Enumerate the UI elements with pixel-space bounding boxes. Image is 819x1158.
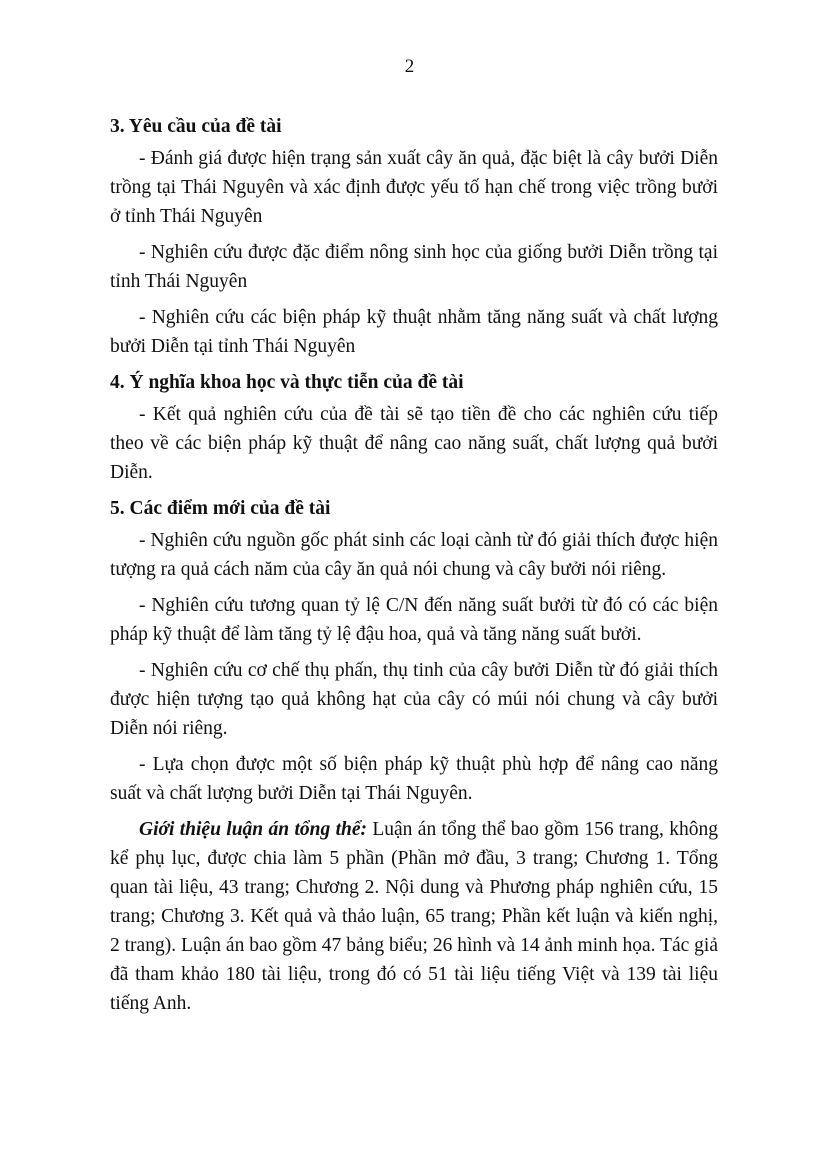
- overview-lead: Giới thiệu luận án tổng thể:: [139, 819, 367, 840]
- paragraph: - Đánh giá được hiện trạng sản xuất cây ăn quả, đặc biệt là cây bưởi Diễn trồng tại Thái Nguyên và xác định được yếu tố hạn chế trong việc trồng bưởi ở tỉnh Thái Nguyên: [110, 148, 718, 227]
- paragraph: - Nghiên cứu tương quan tỷ lệ C/N đến năng suất bưởi từ đó có các biện pháp kỹ thuật để làm tăng tỷ lệ đậu hoa, quả và tăng năng suất bưởi.: [110, 595, 718, 645]
- section-significance: [110, 368, 718, 487]
- overview-text: Luận án tổng thể bao gồm 156 trang, không kể phụ lục, được chia làm 5 phần (Phần mở đầu, 3 trang; Chương 1. Tổng quan tài liệu, 43 trang; Chương 2. Nội dung và Phương pháp nghiên cứu, 15 trang; Chương 3. Kết quả và thảo luận, 65 trang; Phần kết luận và kiến nghị, 2 trang). Luận án bao gồm 47 bảng biểu; 26 hình và 14 ảnh minh họa. Tác giả đã tham khảo 180 tài liệu, trong đó có 51 tài liệu tiếng Việt và 139 tài liệu tiếng Anh.: [110, 819, 718, 1014]
- paragraph: - Kết quả nghiên cứu của đề tài sẽ tạo tiền đề cho các nghiên cứu tiếp theo về các biện pháp kỹ thuật để nâng cao năng suất, chất lượng quả bưởi Diễn.: [110, 404, 718, 483]
- section-new-points: [110, 494, 718, 808]
- paragraph: - Nghiên cứu các biện pháp kỹ thuật nhằm tăng năng suất và chất lượng bưởi Diễn tại tỉnh Thái Nguyên: [110, 307, 718, 357]
- thesis-overview-paragraph: [110, 815, 718, 1018]
- paragraph: - Nghiên cứu cơ chế thụ phấn, thụ tinh của cây bưởi Diễn từ đó giải thích được hiện tượng tạo quả không hạt của cây có múi nói chung và cây bưởi Diễn nói riêng.: [110, 660, 718, 739]
- paragraph: - Lựa chọn được một số biện pháp kỹ thuật phù hợp để nâng cao năng suất và chất lượng bưởi Diễn tại Thái Nguyên.: [110, 754, 718, 804]
- section-heading: 3. Yêu cầu của đề tài: [110, 116, 282, 137]
- section-heading: 5. Các điểm mới của đề tài: [110, 498, 331, 519]
- section-heading: 4. Ý nghĩa khoa học và thực tiễn của đề tài: [110, 372, 464, 393]
- section-requirements: [110, 112, 718, 361]
- paragraph: - Nghiên cứu được đặc điểm nông sinh học của giống bưởi Diễn trồng tại tỉnh Thái Nguyên: [110, 242, 718, 292]
- page-number: 2: [404, 56, 415, 77]
- document-body: [110, 112, 718, 1025]
- paragraph: - Nghiên cứu nguồn gốc phát sinh các loại cành từ đó giải thích được hiện tượng ra quả cách năm của cây ăn quả nói chung và cây bưởi nói riêng.: [110, 530, 718, 580]
